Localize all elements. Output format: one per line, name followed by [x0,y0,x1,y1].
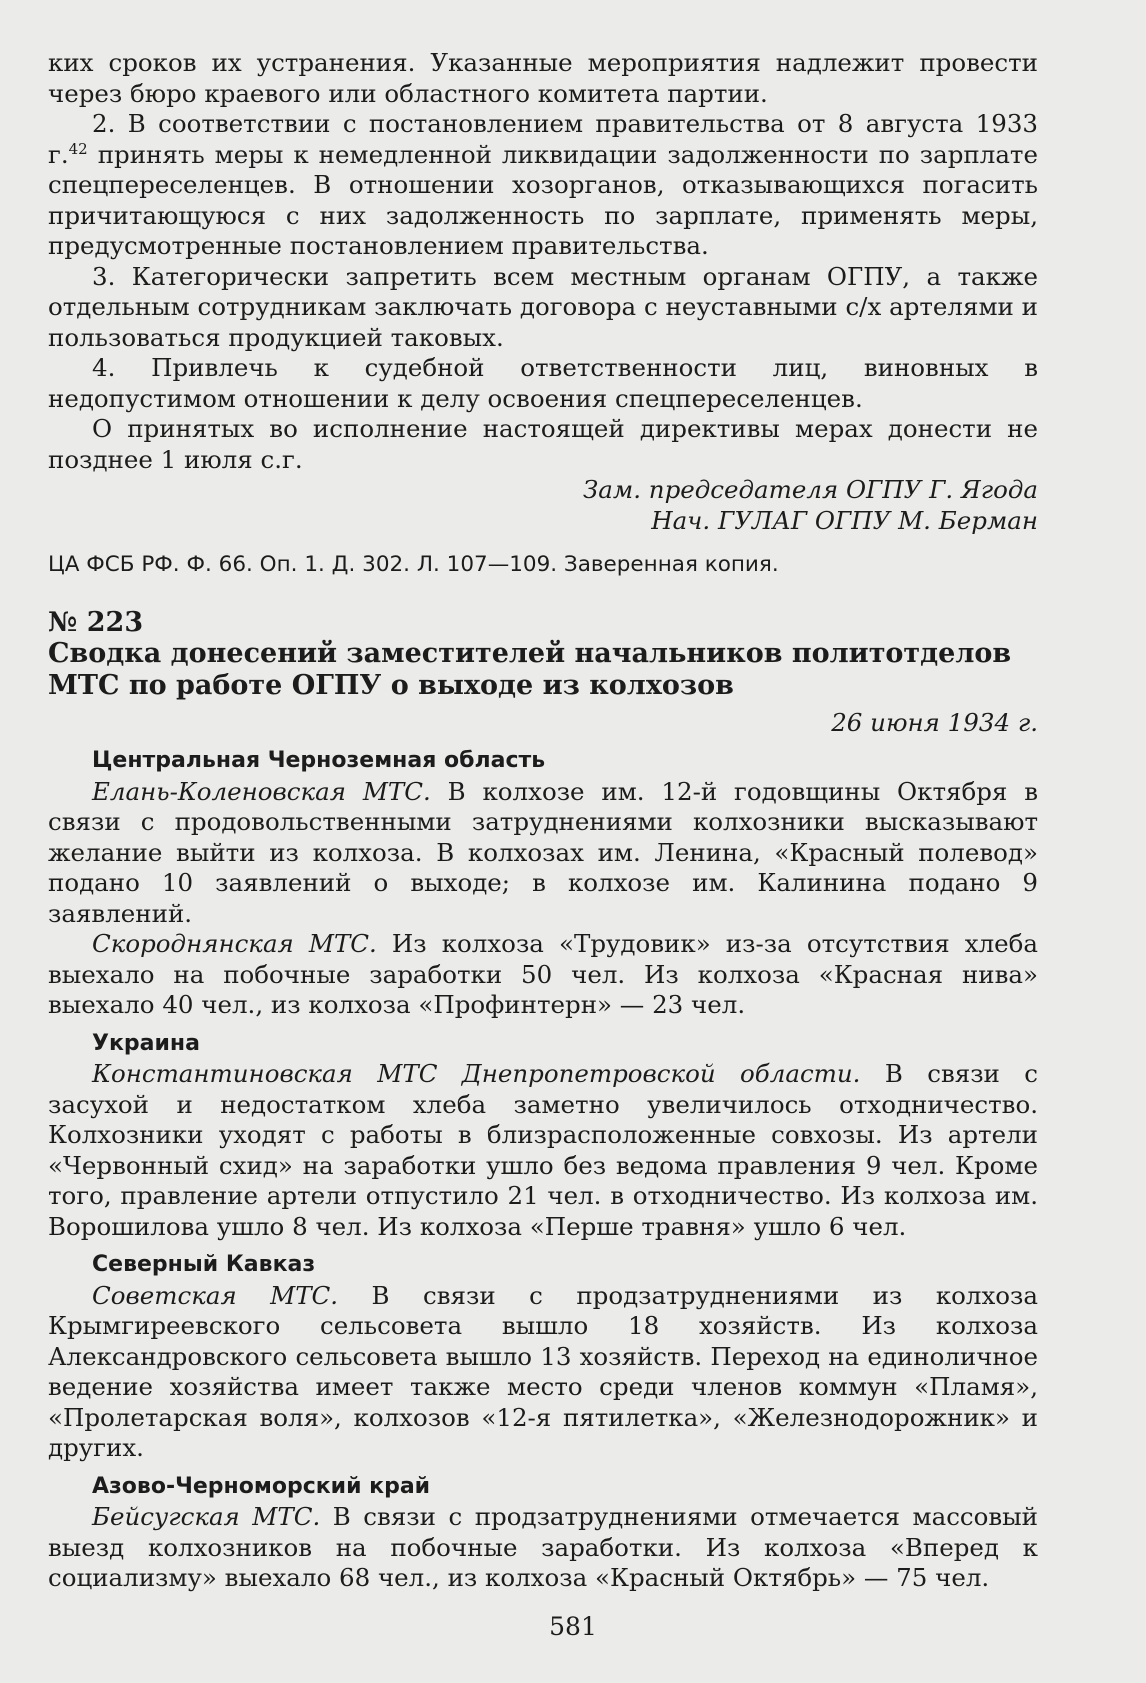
mts-name: Скороднянская МТС. [92,929,377,958]
signature-line: Нач. ГУЛАГ ОГПУ М. Берман [651,505,1038,535]
mts-name: Советская МТС. [92,1280,339,1310]
report-text: В связи с продзатруднениями отмечается массовый выезд колхозников на побочные заработки. Из колхоза «Вперед к социализму» выехало 68 чел., из колхоза «Красный Октябрь» — 75 чел. [48,1502,1039,1592]
region-heading: Северный Кавказ [92,1252,316,1277]
document-date: 26 июня 1934 г. [831,707,1038,737]
report-text: В связи с засухой и недостатком хлеба заметно увеличилось отходничество. Колхозники уходят с работы в близрасположенные совхозы. Из артели «Червонный схид» на заработки ушло без ведома правления 9 чел. Кроме того, правление артели отпустило 21 чел. в отходничество. Из колхоза им. Ворошилова ушло 8 чел. Из колхоза «Перше травня» ушло 6 чел. [48,1059,1038,1241]
paragraph [48,109,1038,262]
report-item [48,777,1038,930]
paragraph: О принятых во исполнение настоящей директивы мерах донести не позднее 1 июля с.г. [48,414,1038,474]
paragraph: 4. Привлечь к судебной ответственности лиц, виновных в недопустимом отношении к делу освоения спецпереселенцев. [48,353,1038,413]
mts-name: Елань-Коленовская МТС. [92,776,431,806]
document-page [48,48,1038,1594]
paragraph: 3. Категорически запретить всем местным органам ОГПУ, а также отдельным сотрудникам заключать договора с неуставными с/х артелями и пользоваться продукцией таковых. [48,261,1038,352]
report-text: Из колхоза «Трудовик» из-за отсутствия хлеба выехало на побочные заработки 50 чел. Из колхоза «Красная нива» выехало 40 чел., из колхоза «Профинтерн» — 23 чел. [48,929,1038,1019]
report-text: В связи с продзатруднениями из колхоза Крымгиреевского сельсовета вышло 18 хозяйств. Из колхоза Александровского сельсовета вышло 13 хозяйств. Переход на единоличное ведение хозяйства имеет также место среди членов коммун «Пламя», «Пролетарская воля», колхозов «12-я пятилетка», «Железнодорожник» и других. [48,1280,1038,1462]
paragraph: ких сроков их устранения. Указанные мероприятия надлежит провести через бюро краевого или областного комитета партии. [48,48,1038,108]
region-heading: Украина [92,1030,200,1056]
paragraph-text: 2. В соответствии с постановлением правительства от 8 августа 1933 г. [48,109,1038,169]
report-item [48,1502,1038,1594]
report-item [48,929,1038,1021]
report-item [48,1281,1038,1464]
page-number: 581 [549,1612,597,1641]
archive-reference: ЦА ФСБ РФ. Ф. 66. Оп. 1. Д. 302. Л. 107—109. Заверенная копия. [48,552,779,577]
document-title: Сводка донесений заместителей начальников политотделов МТС по работе ОГПУ о выходе из колхозов [48,637,1012,701]
paragraph-text: принять меры к немедленной ликвидации задолженности по зарплате спецпереселенцев. В отношении хозорганов, отказывающихся погасить причитающуюся с них задолженность по зарплате, применять меры, предусмотренные постановлением правительства. [48,139,1038,260]
report-item [48,1059,1038,1242]
mts-name: Константиновская МТС Днепропетровской области. [92,1059,861,1088]
footnote-ref: 42 [68,139,88,158]
document-number: № 223 [48,606,144,638]
region-heading: Азово-Черноморский край [92,1473,431,1499]
signature-line: Зам. председателя ОГПУ Г. Ягода [583,475,1038,504]
report-text: В колхозе им. 12-й годовщины Октября в связи с продовольственными затруднениями колхозники высказывают желание выйти из колхоза. В колхозах им. Ленина, «Красный полевод» подано 10 заявлений о выходе; в колхозе им. Калинина подано 9 заявлений. [48,776,1038,928]
region-heading: Центральная Черноземная область [92,748,546,773]
mts-name: Бейсугская МТС. [92,1502,321,1531]
